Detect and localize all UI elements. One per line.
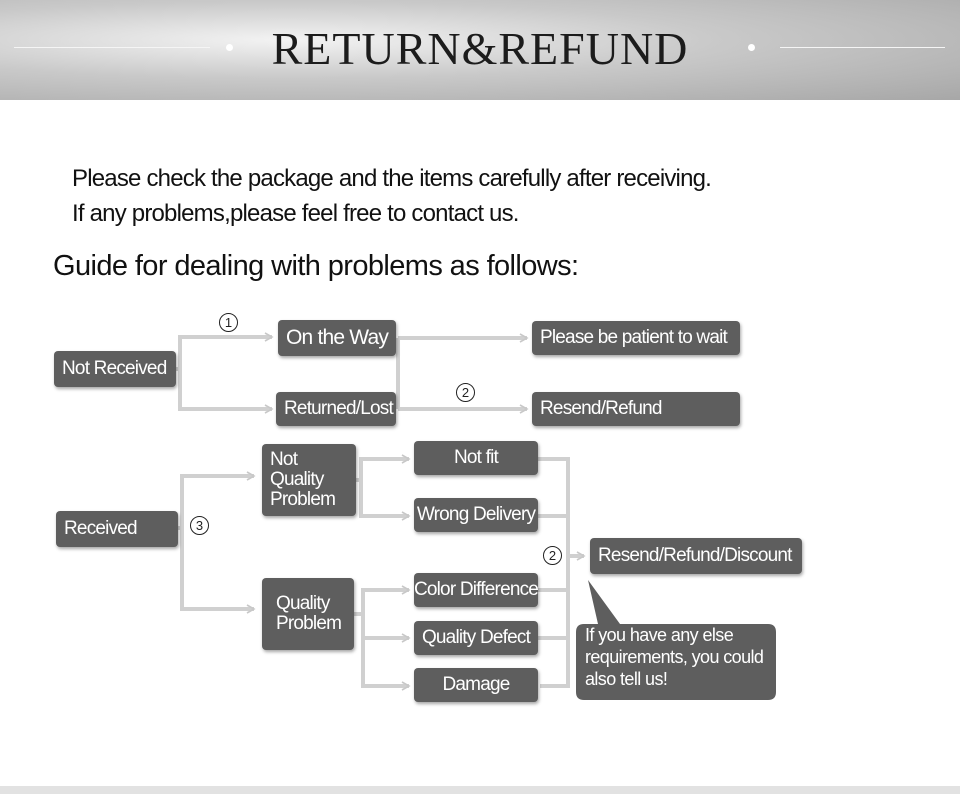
bubble-line-2: requirements, you could xyxy=(585,647,764,667)
quality-line-1: Quality xyxy=(276,593,330,615)
node-quality-defect: Quality Defect xyxy=(414,621,538,655)
node-not-fit: Not fit xyxy=(414,441,538,475)
node-patient-wait: Please be patient to wait xyxy=(532,321,740,355)
node-quality-problem xyxy=(262,578,354,650)
node-returned-lost: Returned/Lost xyxy=(276,392,396,426)
node-resend-refund: Resend/Refund xyxy=(532,392,740,426)
marker-3: 3 xyxy=(190,516,209,535)
bottom-divider xyxy=(0,786,960,794)
bubble-text xyxy=(585,624,775,690)
not-quality-line-3: Problem xyxy=(270,488,336,510)
marker-2-top: 2 xyxy=(456,383,475,402)
node-resend-refund-discount: Resend/Refund/Discount xyxy=(590,538,802,574)
intro-line-1: Please check the package and the items carefully after receiving. xyxy=(72,165,712,192)
marker-2-right: 2 xyxy=(543,546,562,565)
node-damage: Damage xyxy=(414,668,538,702)
bubble-line-1: If you have any else xyxy=(585,625,734,645)
marker-1: 1 xyxy=(219,313,238,332)
node-on-the-way: On the Way xyxy=(278,320,396,356)
node-not-received: Not Received xyxy=(54,351,176,387)
node-color-difference: Color Difference xyxy=(414,573,538,607)
quality-line-2: Problem xyxy=(276,613,342,634)
intro-line-2: If any problems,please feel free to contact us. xyxy=(72,200,519,227)
not-quality-line-2: Quality xyxy=(270,469,324,491)
node-received: Received xyxy=(56,511,178,547)
node-not-quality-problem xyxy=(262,444,356,516)
node-wrong-delivery: Wrong Delivery xyxy=(414,498,538,532)
bubble-line-3: also tell us! xyxy=(585,669,668,689)
not-quality-line-1: Not xyxy=(270,449,298,471)
guide-title: Guide for dealing with problems as follows: xyxy=(53,250,579,282)
page-title: RETURN&REFUND xyxy=(271,23,689,74)
